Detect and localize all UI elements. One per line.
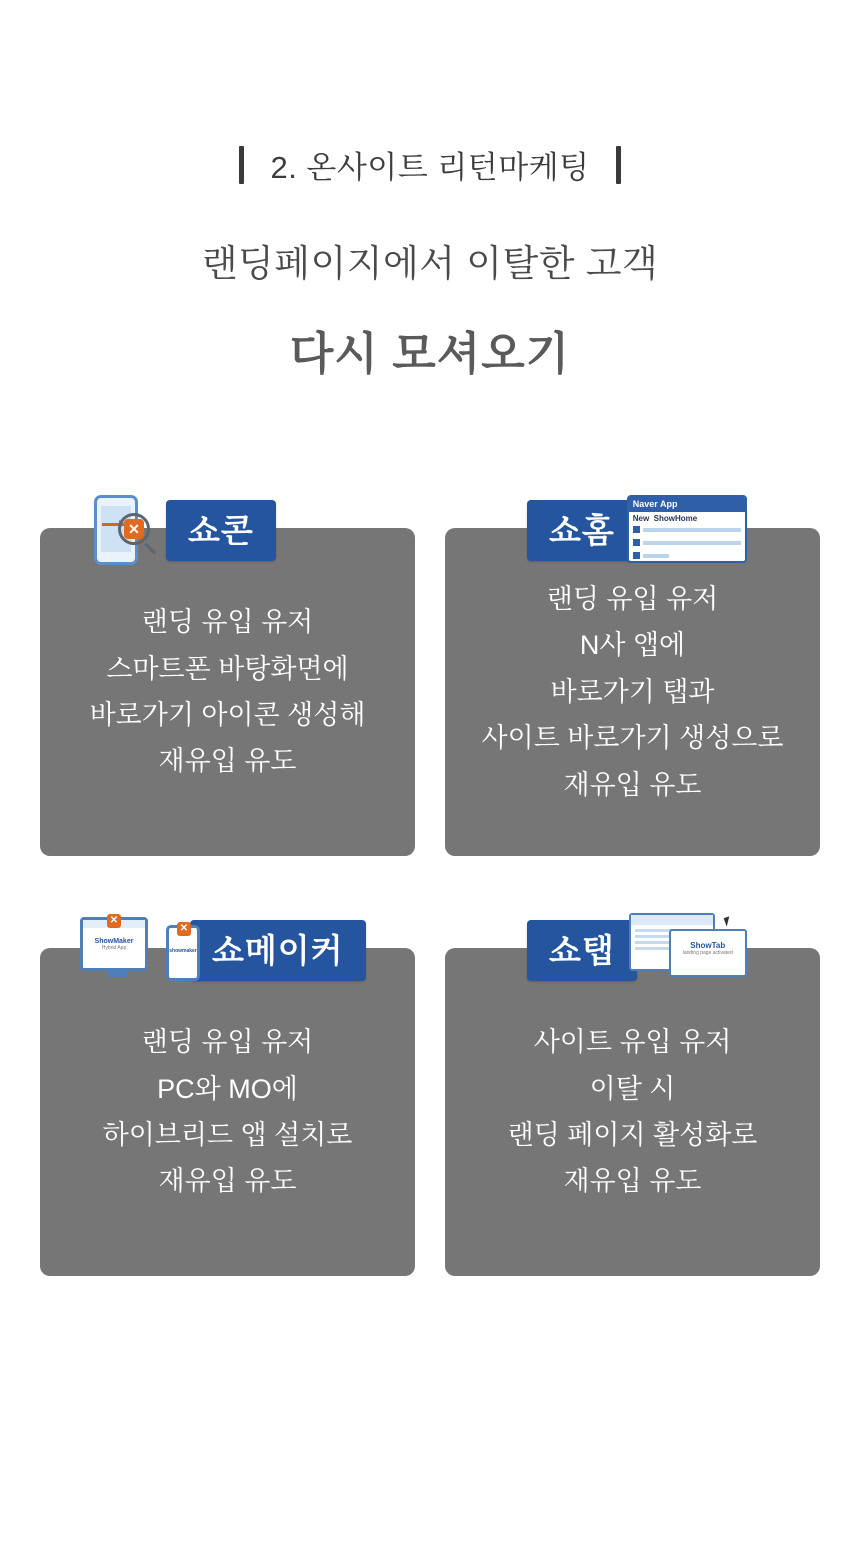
card-line: 재유입 유도: [158, 746, 297, 777]
badge-label-showmaker: 쇼메이커: [190, 920, 366, 981]
badge-row-showmaker: [40, 904, 415, 996]
badge-label-showtab: 쇼탭: [527, 920, 637, 981]
card-line: 재유입 유도: [563, 769, 702, 800]
feature-cell-showtab: [445, 904, 820, 1276]
page-title-line1: 랜딩페이지에서 이탈한 고객: [201, 243, 659, 284]
badge-row-showhome: [445, 484, 820, 576]
browser-tab-icon: [627, 911, 747, 989]
naver-app-window-icon: [627, 491, 747, 569]
card-line: PC와 MO에: [157, 1073, 298, 1104]
pc-label: ShowMaker: [94, 938, 134, 945]
eyebrow-bar-right: [616, 146, 621, 184]
card-line: 하이브리드 앱 설치로: [102, 1120, 353, 1150]
feature-card-showtab: [445, 948, 820, 1276]
feature-card-showcon: [40, 528, 415, 856]
card-line: 랜딩 페이지 활성화로: [507, 1120, 758, 1150]
feature-card-showhome: [445, 528, 820, 856]
tab-subtitle: landing page activated: [682, 950, 733, 956]
card-line: 이탈 시: [589, 1073, 676, 1104]
section-eyebrow: [0, 142, 860, 187]
eyebrow-label: 2. 온사이트 리턴마케팅: [270, 150, 590, 185]
mobile-label: showmaker: [169, 948, 197, 954]
badge-label-showhome: 쇼홈: [527, 500, 637, 561]
card-line: N사 앱에: [579, 630, 686, 661]
card-line: 바로가기 아이콘 생성해: [89, 700, 366, 730]
card-line: 랜딩 유입 유저: [141, 607, 314, 638]
feature-card-showmaker: [40, 948, 415, 1276]
window-title: Naver App: [629, 497, 745, 512]
card-line: 랜딩 유입 유저: [546, 583, 719, 614]
feature-cell-showhome: [445, 484, 820, 856]
eyebrow-bar-left: [239, 146, 244, 184]
cursor-icon: [723, 916, 732, 927]
badge-row-showtab: [445, 904, 820, 996]
pc-mobile-hybrid-icon: ShowMaker Hybrid App ✕ showmaker ✕: [80, 911, 200, 989]
badge-label-showcon: 쇼콘: [166, 500, 276, 561]
card-line: 재유입 유도: [563, 1166, 702, 1197]
page-title-line2: 다시 모셔오기: [289, 328, 571, 379]
card-line: 재유입 유도: [158, 1166, 297, 1197]
card-line: 랜딩 유입 유저: [141, 1027, 314, 1058]
tab-title: ShowTab: [690, 941, 726, 950]
feature-cell-showmaker: [40, 904, 415, 1276]
feature-cell-showcon: [40, 484, 415, 856]
feature-card-grid: [40, 484, 820, 1276]
card-line: 사이트 유입 유저: [533, 1027, 732, 1058]
card-line: 바로가기 탭과: [550, 676, 715, 707]
card-line: 사이트 바로가기 생성으로: [481, 723, 784, 754]
window-sub-name: ShowHome: [653, 514, 698, 523]
window-sub-new: New: [632, 514, 650, 523]
card-line: 스마트폰 바탕화면에: [106, 653, 349, 684]
phone-shortcut-icon: ✕: [80, 491, 176, 569]
badge-row-showcon: [40, 484, 415, 576]
pc-sublabel: Hybrid App: [101, 945, 127, 951]
